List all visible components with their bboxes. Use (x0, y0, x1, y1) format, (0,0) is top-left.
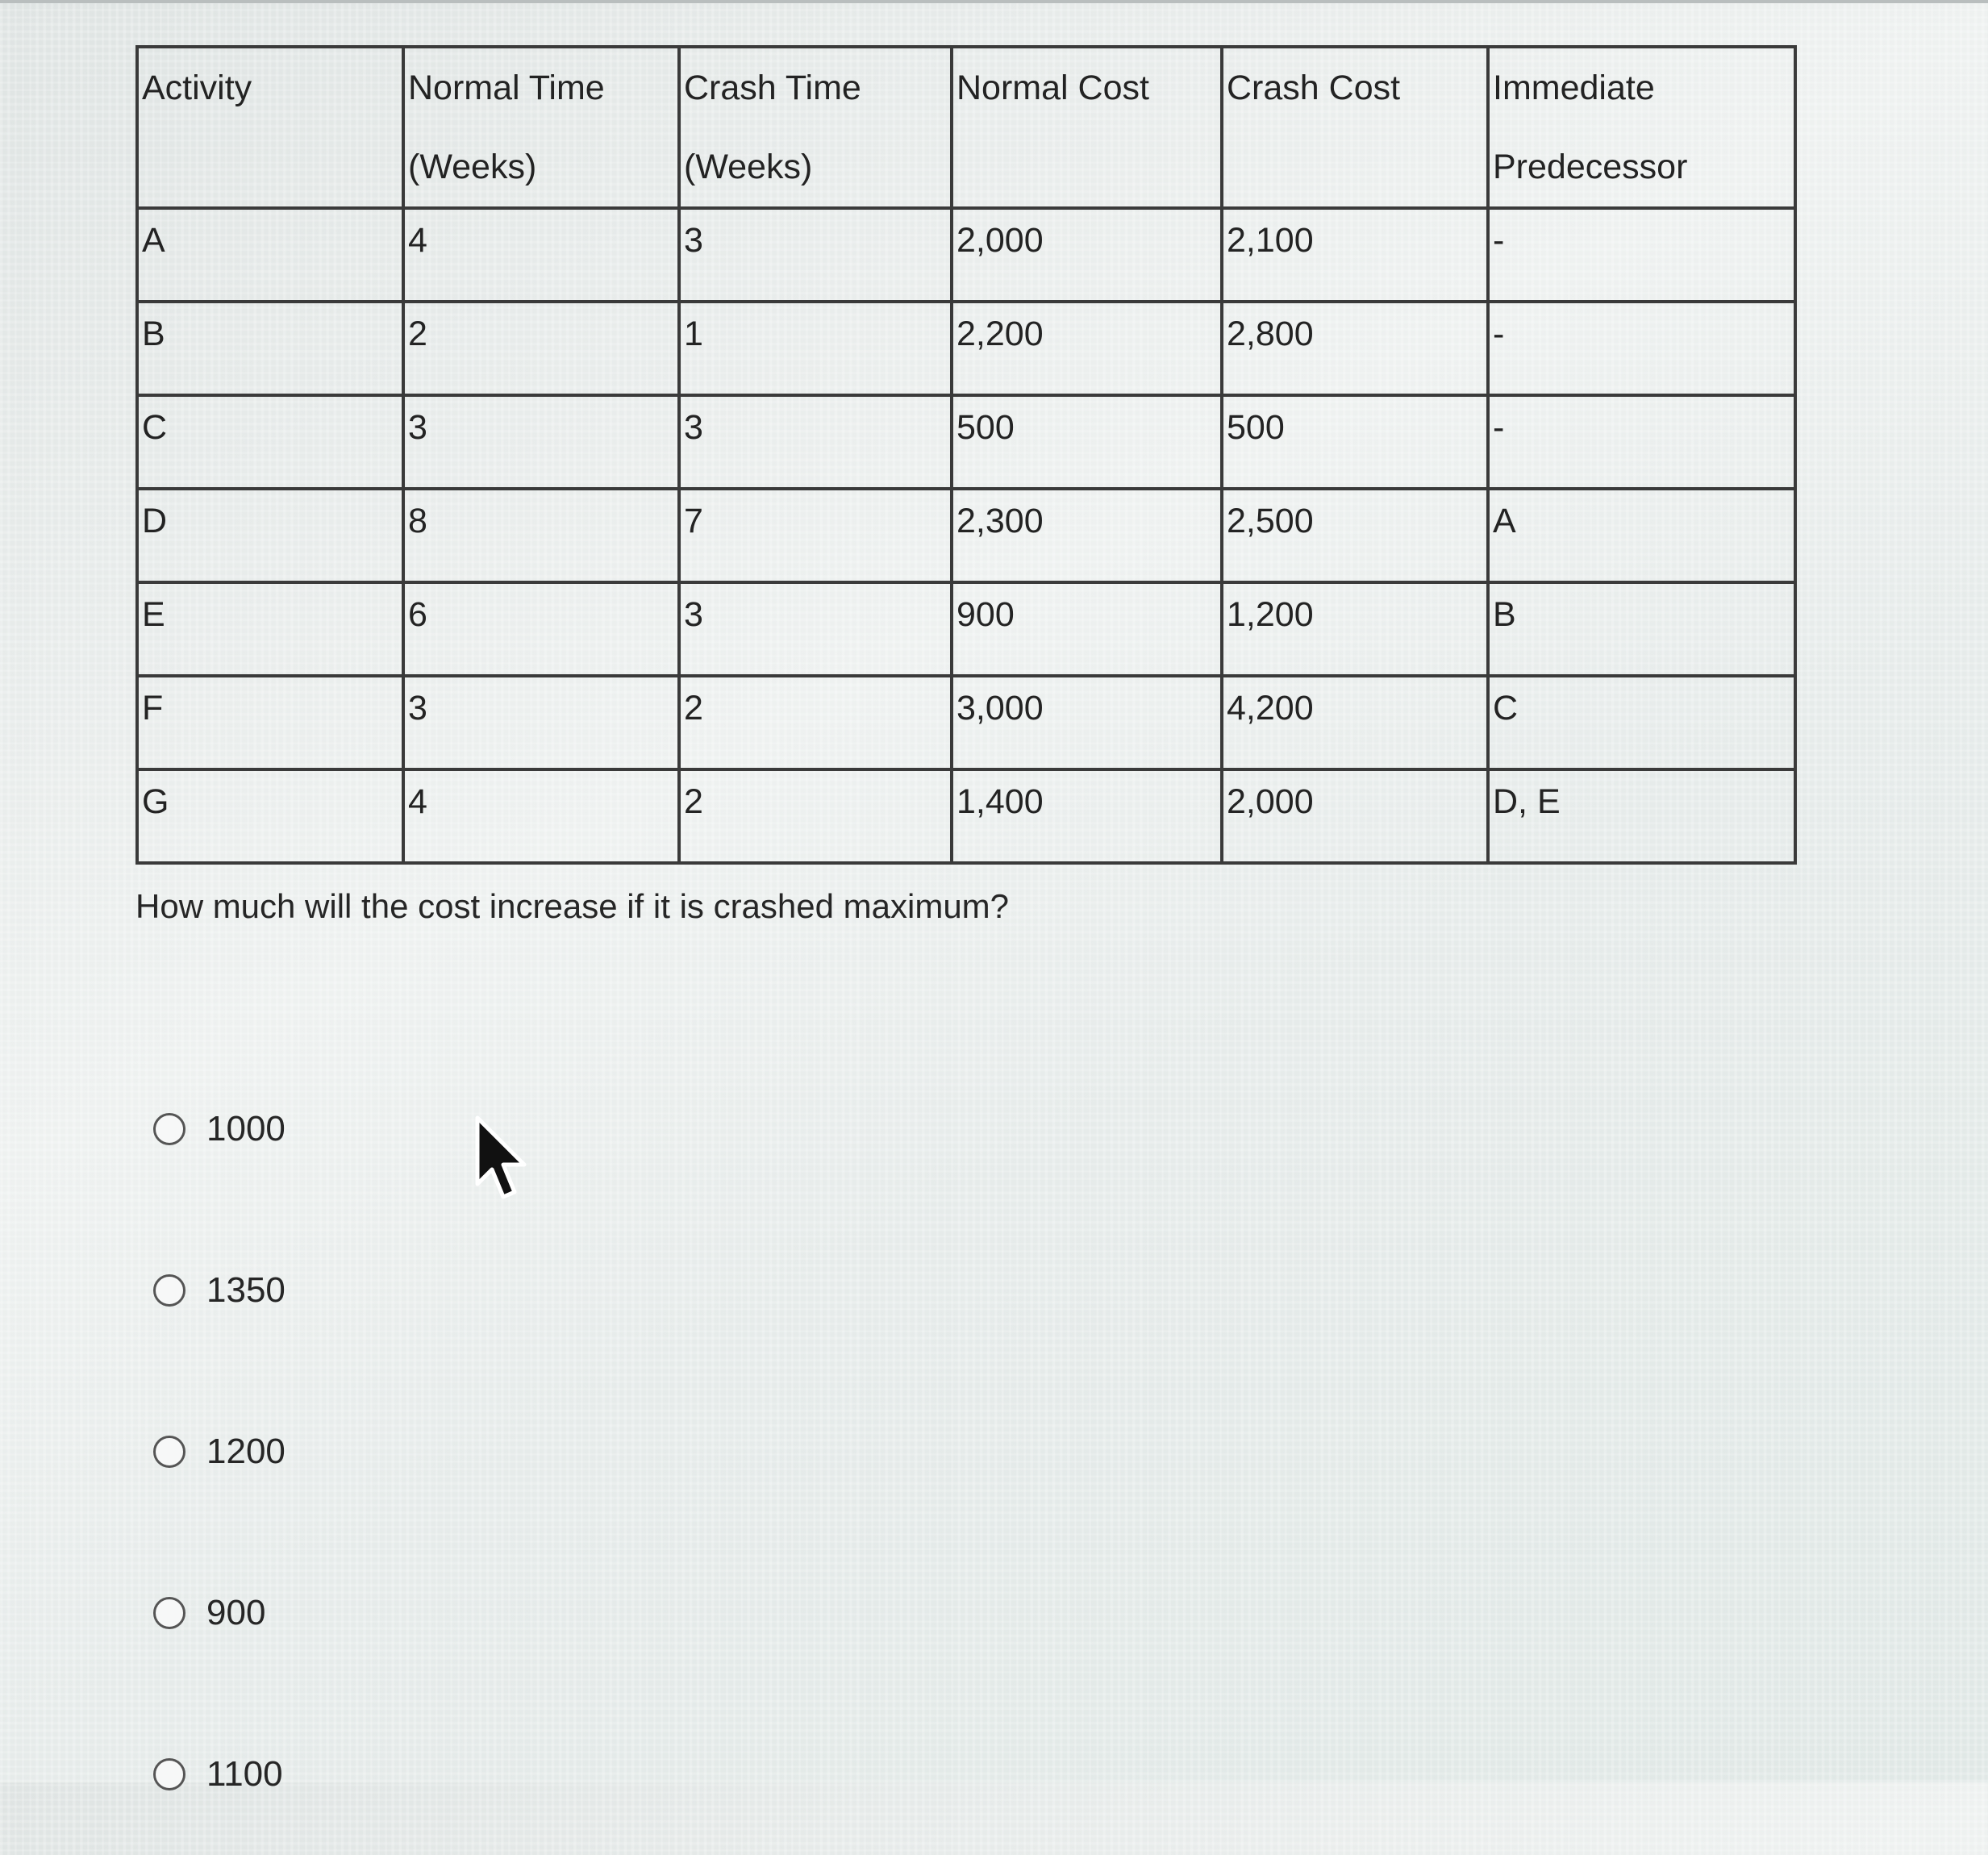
table-cell: 2,500 (1222, 489, 1488, 582)
header-text: Immediate (1493, 69, 1655, 107)
table-cell: 3,000 (952, 676, 1222, 769)
header-text: Normal Time (408, 69, 605, 107)
table-cell: 1,200 (1222, 582, 1488, 676)
radio-button[interactable] (153, 1597, 185, 1629)
table-cell: 1,400 (952, 769, 1222, 863)
header-crash-cost (1222, 47, 1488, 208)
header-text: Crash Time (684, 69, 861, 107)
table-cell: B (137, 302, 403, 395)
table-cell: 3 (679, 208, 952, 302)
header-immediate-predecessor (1488, 47, 1795, 208)
option-label: 1100 (206, 1754, 283, 1794)
header-activity (137, 47, 403, 208)
table-cell: - (1488, 208, 1795, 302)
table-cell: 3 (679, 395, 952, 489)
table-cell: - (1488, 395, 1795, 489)
table-row (137, 489, 1795, 582)
table-cell: C (1488, 676, 1795, 769)
table-cell: 1 (679, 302, 952, 395)
table-cell: D, E (1488, 769, 1795, 863)
question-text: How much will the cost increase if it is crashed maximum? (135, 887, 1010, 925)
table-cell: 500 (952, 395, 1222, 489)
table-row (137, 302, 1795, 395)
header-text: (Weeks) (408, 148, 537, 186)
mouse-pointer-icon (474, 1115, 531, 1211)
table-cell: 3 (403, 395, 679, 489)
question-content (135, 45, 1797, 865)
header-normal-cost (952, 47, 1222, 208)
table-cell: 3 (679, 582, 952, 676)
table-cell: 2,100 (1222, 208, 1488, 302)
header-text: Predecessor (1493, 148, 1688, 186)
option-label: 1000 (206, 1109, 285, 1148)
table-cell: 500 (1222, 395, 1488, 489)
table-cell: 900 (952, 582, 1222, 676)
header-normal-time (403, 47, 679, 208)
table-row (137, 208, 1795, 302)
table-cell: A (137, 208, 403, 302)
table-cell: 2 (403, 302, 679, 395)
header-text: Activity (142, 69, 252, 107)
table-cell: F (137, 676, 403, 769)
header-text: Crash Cost (1227, 69, 1401, 107)
table-cell: 4 (403, 208, 679, 302)
table-cell: - (1488, 302, 1795, 395)
table-cell: 2,200 (952, 302, 1222, 395)
option-900[interactable] (153, 1532, 285, 1694)
table-row (137, 582, 1795, 676)
top-divider (0, 0, 1988, 3)
activity-table (135, 45, 1797, 865)
table-cell: 4,200 (1222, 676, 1488, 769)
table-cell: 2,300 (952, 489, 1222, 582)
table-cell: G (137, 769, 403, 863)
table-cell: 7 (679, 489, 952, 582)
table-cell: 8 (403, 489, 679, 582)
answer-options (153, 1048, 285, 1855)
header-text: (Weeks) (684, 148, 813, 186)
table-cell: E (137, 582, 403, 676)
table-cell: 2 (679, 676, 952, 769)
table-row (137, 769, 1795, 863)
table-header-row (137, 47, 1795, 208)
table-cell: 2 (679, 769, 952, 863)
option-label: 1200 (206, 1432, 285, 1471)
table-cell: 6 (403, 582, 679, 676)
table-row (137, 676, 1795, 769)
table-cell: 4 (403, 769, 679, 863)
option-label: 1350 (206, 1270, 285, 1310)
radio-button[interactable] (153, 1113, 185, 1145)
table-cell: C (137, 395, 403, 489)
table-cell: 2,800 (1222, 302, 1488, 395)
option-label: 900 (206, 1593, 266, 1632)
radio-button[interactable] (153, 1436, 185, 1468)
table-row (137, 395, 1795, 489)
option-1350[interactable] (153, 1210, 285, 1371)
radio-button[interactable] (153, 1758, 185, 1790)
option-1100[interactable] (153, 1694, 285, 1855)
option-1000[interactable] (153, 1048, 285, 1210)
option-1200[interactable] (153, 1371, 285, 1532)
table-cell: 2,000 (1222, 769, 1488, 863)
table-cell: A (1488, 489, 1795, 582)
table-cell: B (1488, 582, 1795, 676)
table-cell: 3 (403, 676, 679, 769)
table-cell: 2,000 (952, 208, 1222, 302)
header-text: Normal Cost (956, 69, 1149, 107)
radio-button[interactable] (153, 1274, 185, 1307)
header-crash-time (679, 47, 952, 208)
table-cell: D (137, 489, 403, 582)
